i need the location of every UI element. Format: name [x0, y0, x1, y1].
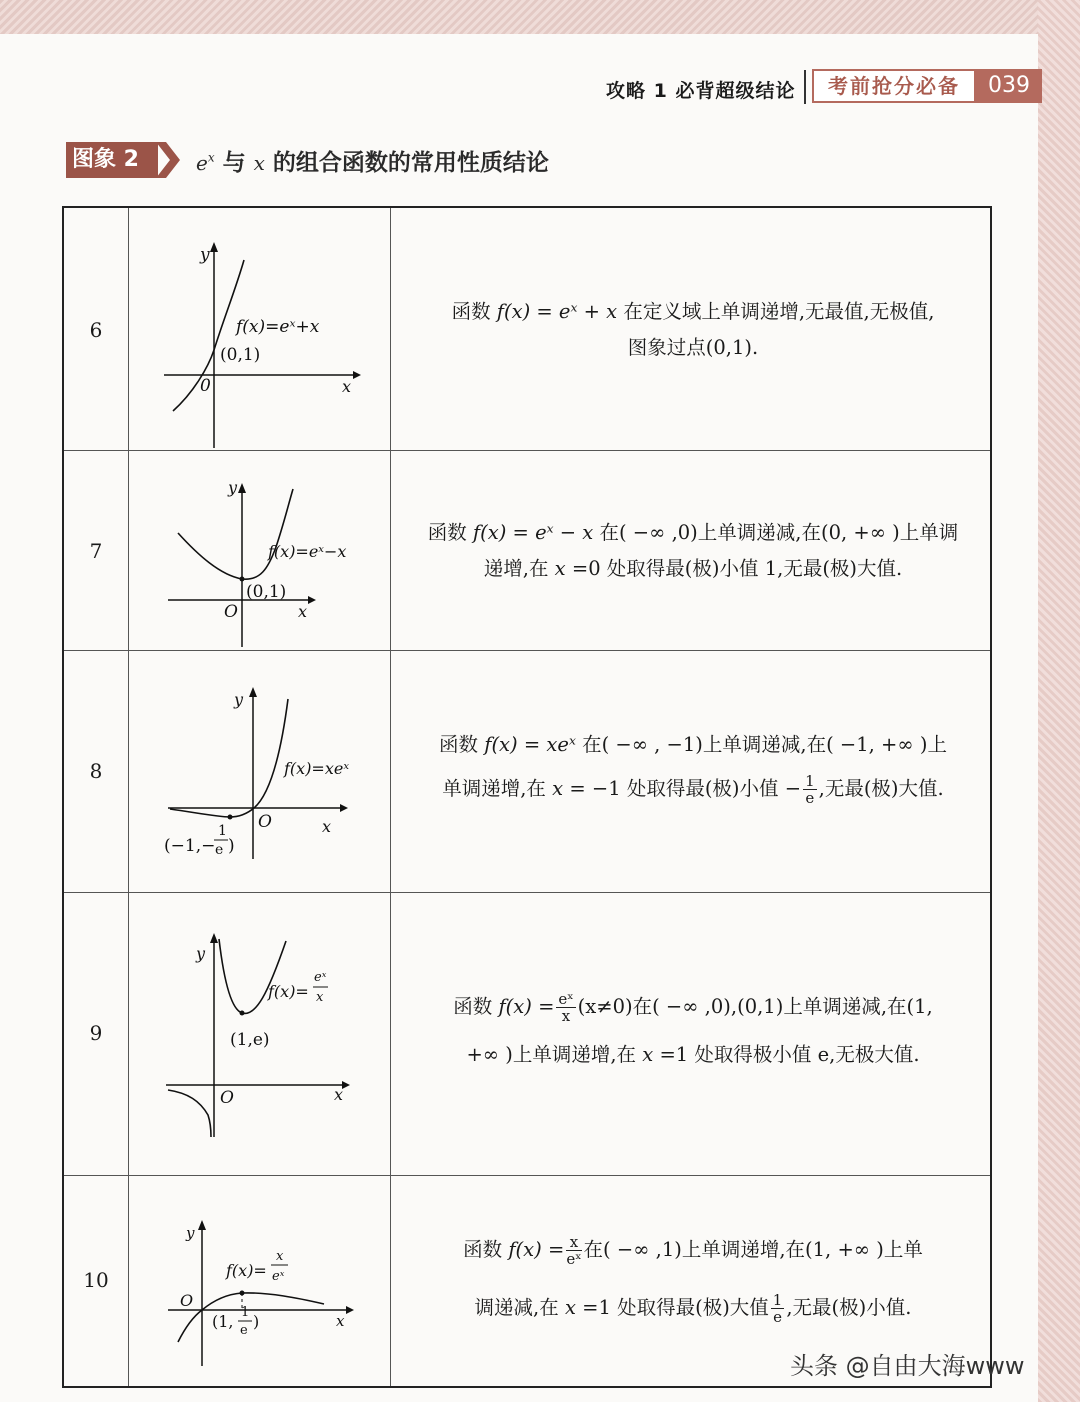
x-axis-label: x	[298, 602, 308, 621]
header-divider	[804, 70, 806, 104]
fraction: $\frac{1}{e}$	[772, 1291, 783, 1326]
function-label: f(x)=xeˣ	[284, 759, 350, 778]
origin-label: O	[180, 1291, 194, 1310]
page-edge-band	[1038, 0, 1080, 1402]
graph-x-over-exp	[128, 1176, 390, 1386]
fraction: $\frac{1}{e}$	[805, 772, 815, 807]
function-label: f(x)=eˣ+x	[236, 317, 320, 337]
point-label-end: )	[228, 836, 235, 856]
row-description: 函数 f(x) = $\frac{\text{eˣ}}{x}$ (x≠0)在( −∞ ,0),(0,1)上单调递减,在(1, +∞ )上单调递增,在 x =1 处取得极小值 e,无极大值.	[453, 990, 933, 1066]
point-fraction-numerator: 1	[218, 823, 227, 839]
origin-label: O	[220, 1088, 234, 1108]
x-axis-label: x	[334, 1085, 344, 1104]
row-description: 函数 f(x) = $\frac{x}{\text{eˣ}}$ 在( −∞ ,1)上单调递增,在(1, +∞ )上单 调递减,在 x =1 处取得最(极)大值 $\frac{1}{e}$ ,无最(极)小值.	[463, 1233, 923, 1326]
function-curve	[178, 489, 293, 579]
point-label: (1,	[212, 1312, 234, 1331]
graph-exp-plus-x	[128, 208, 390, 451]
table-row	[64, 893, 990, 1176]
conclusion-table	[62, 206, 992, 1388]
section-title-text: $e^x$ 与 x 的组合函数的常用性质结论	[196, 150, 549, 176]
function-curve	[170, 699, 288, 817]
function-label: f(x)=eˣ−x	[268, 542, 347, 561]
page-top-band	[0, 0, 1080, 34]
y-axis-label: y	[186, 1224, 195, 1242]
row-number: 9	[89, 1021, 103, 1045]
row-description: 函数 f(x) = eˣ − x 在( −∞ ,0)上单调递减,在(0, +∞ )上单调 递增,在 x =0 处取得最(极)小值 1,无最(极)大值.	[427, 521, 959, 580]
row-number: 7	[89, 539, 103, 563]
function-label: f(x)=	[226, 1261, 267, 1280]
table-row	[64, 208, 990, 451]
chapter-heading: 攻略 1 必背超级结论	[606, 80, 796, 102]
graph-x-times-exp	[128, 651, 390, 893]
row-description: 函数 f(x) = xeˣ 在( −∞ , −1)上单调递减,在( −1, +∞ )上 单调递增,在 x = −1 处取得最(极)小值 − $\frac{1}{e}$ ,无最(极)大值.	[439, 733, 947, 807]
origin-label: O	[258, 812, 272, 832]
function-curve-right	[219, 939, 286, 1013]
fraction: $\frac{x}{\text{eˣ}}$	[566, 1233, 582, 1268]
point-label: (1,e)	[230, 1030, 270, 1050]
minimum-point	[240, 1011, 245, 1016]
page-number: 039	[976, 69, 1042, 103]
y-axis-label: y	[234, 690, 244, 709]
point-label: (0,1)	[246, 582, 287, 602]
y-axis-label: y	[196, 944, 206, 963]
section-badge: 图象 2	[66, 142, 158, 178]
minimum-point	[228, 815, 233, 820]
function-curve	[178, 1293, 324, 1342]
x-axis-label: x	[342, 377, 352, 396]
row-description: 函数 f(x) = eˣ + x 在定义域上单调递增,无最值,无极值, 图象过点(0,1).	[451, 300, 935, 359]
origin-label: O	[224, 602, 238, 622]
graph-exp-over-x	[128, 893, 390, 1176]
point-label: (0,1)	[220, 345, 261, 365]
table-row	[64, 451, 990, 651]
label-fraction-numerator: eˣ	[314, 970, 327, 985]
origin-label: 0	[200, 376, 211, 396]
fraction: $\frac{\text{eˣ}}{x}$	[558, 990, 574, 1025]
point-fraction-denominator: e	[240, 1323, 248, 1338]
minimum-point	[240, 577, 245, 582]
row-number: 6	[89, 318, 103, 342]
y-axis-label: y	[200, 245, 210, 265]
label-fraction-numerator: x	[276, 1249, 284, 1264]
watermark: 头条 @自由大海www	[790, 1352, 1025, 1380]
row-number: 8	[89, 759, 103, 783]
chevron-right-icon	[156, 142, 180, 178]
label-fraction-denominator: x	[316, 990, 324, 1005]
y-axis-label: y	[228, 478, 238, 497]
header-label-box: 考前抢分必备	[812, 69, 976, 103]
point-label-end: )	[253, 1312, 260, 1331]
x-axis-label: x	[336, 1312, 345, 1330]
table-row	[64, 651, 990, 893]
x-axis-label: x	[322, 817, 332, 836]
point-fraction-numerator: 1	[241, 1305, 250, 1320]
label-fraction-denominator: eˣ	[272, 1269, 285, 1284]
graph-exp-minus-x	[128, 451, 390, 651]
function-label: f(x)=	[268, 982, 309, 1001]
point-fraction-denominator: e	[215, 842, 224, 858]
function-curve-left	[168, 1090, 211, 1137]
row-number: 10	[83, 1268, 109, 1292]
point-label: (−1,−	[164, 836, 216, 856]
